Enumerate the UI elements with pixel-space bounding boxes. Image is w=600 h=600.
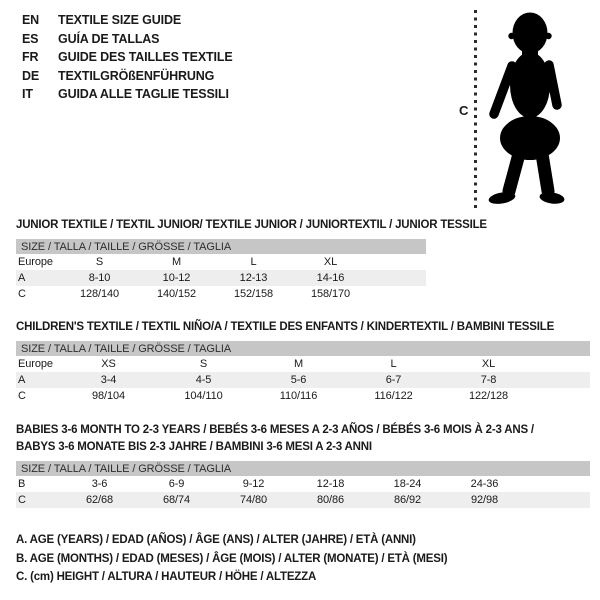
- table-cell: 62/68: [61, 492, 138, 508]
- height-dotted-line: [474, 10, 477, 209]
- height-measure-label: C: [459, 103, 469, 118]
- table-cell: 140/152: [156, 288, 197, 300]
- row-label: C: [18, 288, 26, 300]
- table-cell: 14-16: [292, 270, 369, 286]
- table-row: [16, 270, 426, 286]
- table-filler-cell: [369, 270, 426, 286]
- table-cell: 98/104: [91, 390, 126, 402]
- table-cell: 8-10: [61, 270, 138, 286]
- row-label: A: [16, 372, 61, 388]
- section-title: BABYS 3-6 MONATE BIS 2-3 JAHRE / BAMBINI 3-6 MESI A 2-3 ANNI: [16, 441, 372, 453]
- language-code: DE: [22, 68, 40, 83]
- table-cell: 9-12: [242, 478, 265, 490]
- table-row: [16, 286, 426, 302]
- table-row: [16, 372, 590, 388]
- table-filler-cell: [369, 286, 426, 302]
- table-cell: S: [95, 256, 104, 268]
- language-list: [22, 11, 233, 104]
- language-code: FR: [22, 50, 39, 64]
- table-cell: 4-5: [156, 372, 251, 388]
- table-cell: 7-8: [441, 372, 536, 388]
- table-cell: 80/86: [292, 492, 369, 508]
- section-title: CHILDREN'S TEXTILE / TEXTIL NIÑO/A / TEXTILE DES ENFANTS / KINDERTEXTIL / BAMBINI TESSILE: [16, 321, 555, 333]
- table-cell: 116/122: [374, 390, 413, 402]
- language-code: ES: [22, 31, 39, 46]
- row-label: Europe: [18, 256, 53, 268]
- table-cell: 92/98: [446, 492, 523, 508]
- language-code: IT: [22, 87, 33, 101]
- table-cell: 12-18: [316, 478, 345, 490]
- section-title: BABIES 3-6 MONTH TO 2-3 YEARS / BEBÉS 3-6 MESES A 2-3 AÑOS / BÉBÉS 3-6 MOIS À 2-3 ANS /: [16, 424, 534, 436]
- legend-line: B. AGE (MONTHS) / EDAD (MESES) / ÂGE (MOIS) / ALTER (MONATE) / ETÀ (MESI): [16, 552, 448, 565]
- section-title: JUNIOR TEXTILE / TEXTIL JUNIOR/ TEXTILE JUNIOR / JUNIORTEXTIL / JUNIOR TESSILE: [16, 219, 487, 231]
- baby-figure: [455, 6, 600, 212]
- language-row: [22, 48, 233, 67]
- size-table: [16, 461, 590, 508]
- language-code: EN: [22, 13, 40, 27]
- table-cell: M: [293, 358, 304, 370]
- table-cell: XL: [481, 358, 496, 370]
- table-cell: 3-4: [61, 372, 156, 388]
- language-row: [22, 11, 233, 30]
- table-cell: 110/116: [279, 390, 318, 402]
- row-label: A: [16, 270, 61, 286]
- table-cell: M: [171, 256, 182, 268]
- table-cell: 158/170: [310, 288, 351, 300]
- language-title: TEXTILE SIZE GUIDE: [58, 13, 182, 27]
- legend-line: A. AGE (YEARS) / EDAD (AÑOS) / ÂGE (ANS) / ALTER (JAHRE) / ETÀ (ANNI): [16, 534, 416, 546]
- language-row: [22, 85, 233, 104]
- table-cell: 104/110: [184, 390, 223, 402]
- language-row: [22, 30, 233, 49]
- table-cell: 68/74: [138, 492, 215, 508]
- row-label: C: [18, 390, 26, 402]
- table-filler-cell: [536, 372, 590, 388]
- row-label: B: [18, 478, 26, 490]
- size-table-section: [16, 422, 590, 508]
- table-filler-cell: [369, 254, 426, 270]
- table-header-row: [16, 461, 590, 476]
- table-cell: XS: [101, 358, 116, 370]
- table-filler-cell: [536, 356, 590, 372]
- table-cell: XL: [323, 256, 338, 268]
- table-header-row: [16, 341, 590, 356]
- table-cell: 18-24: [393, 478, 422, 490]
- table-cell: 86/92: [369, 492, 446, 508]
- table-filler-cell: [523, 492, 590, 508]
- language-title: GUIDA ALLE TAGLIE TESSILI: [58, 87, 229, 101]
- baby-silhouette-icon: [481, 8, 571, 208]
- table-header-row: [16, 239, 426, 254]
- table-header-cell: SIZE / TALLA / TAILLE / GRÖSSE / TAGLIA: [16, 341, 590, 356]
- table-cell: 6-9: [168, 478, 185, 490]
- size-table: [16, 239, 426, 302]
- table-cell: 24-36: [470, 478, 499, 490]
- size-table-section: [16, 217, 487, 302]
- table-cell: 10-12: [138, 270, 215, 286]
- table-header-cell: SIZE / TALLA / TAILLE / GRÖSSE / TAGLIA: [16, 461, 590, 476]
- language-title: GUIDE DES TAILLES TEXTILE: [58, 50, 233, 64]
- table-row: [16, 476, 590, 492]
- table-cell: 128/140: [79, 288, 120, 300]
- language-title: GUÍA DE TALLAS: [58, 31, 160, 46]
- table-row: [16, 388, 590, 404]
- table-cell: 12-13: [215, 270, 292, 286]
- language-row: [22, 67, 233, 86]
- table-filler-cell: [536, 388, 590, 404]
- table-filler-cell: [523, 476, 590, 492]
- table-cell: 152/158: [233, 288, 274, 300]
- table-row: [16, 492, 590, 508]
- row-label: Europe: [18, 358, 53, 370]
- table-cell: 74/80: [215, 492, 292, 508]
- row-label: C: [16, 492, 61, 508]
- table-cell: L: [250, 256, 257, 268]
- table-header-cell: SIZE / TALLA / TAILLE / GRÖSSE / TAGLIA: [16, 239, 426, 254]
- language-title: TEXTILGRÖßENFÜHRUNG: [58, 68, 215, 83]
- legend-line: C. (cm) HEIGHT / ALTURA / HAUTEUR / HÖHE / ALTEZZA: [16, 571, 317, 583]
- table-cell: L: [390, 358, 397, 370]
- table-cell: 122/128: [468, 390, 509, 402]
- size-table: [16, 341, 590, 404]
- table-cell: 3-6: [91, 478, 108, 490]
- table-row: [16, 254, 426, 270]
- table-cell: 5-6: [251, 372, 346, 388]
- size-table-section: [16, 319, 590, 404]
- table-cell: S: [199, 358, 208, 370]
- measure-legend: [16, 531, 447, 587]
- table-row: [16, 356, 590, 372]
- table-cell: 6-7: [346, 372, 441, 388]
